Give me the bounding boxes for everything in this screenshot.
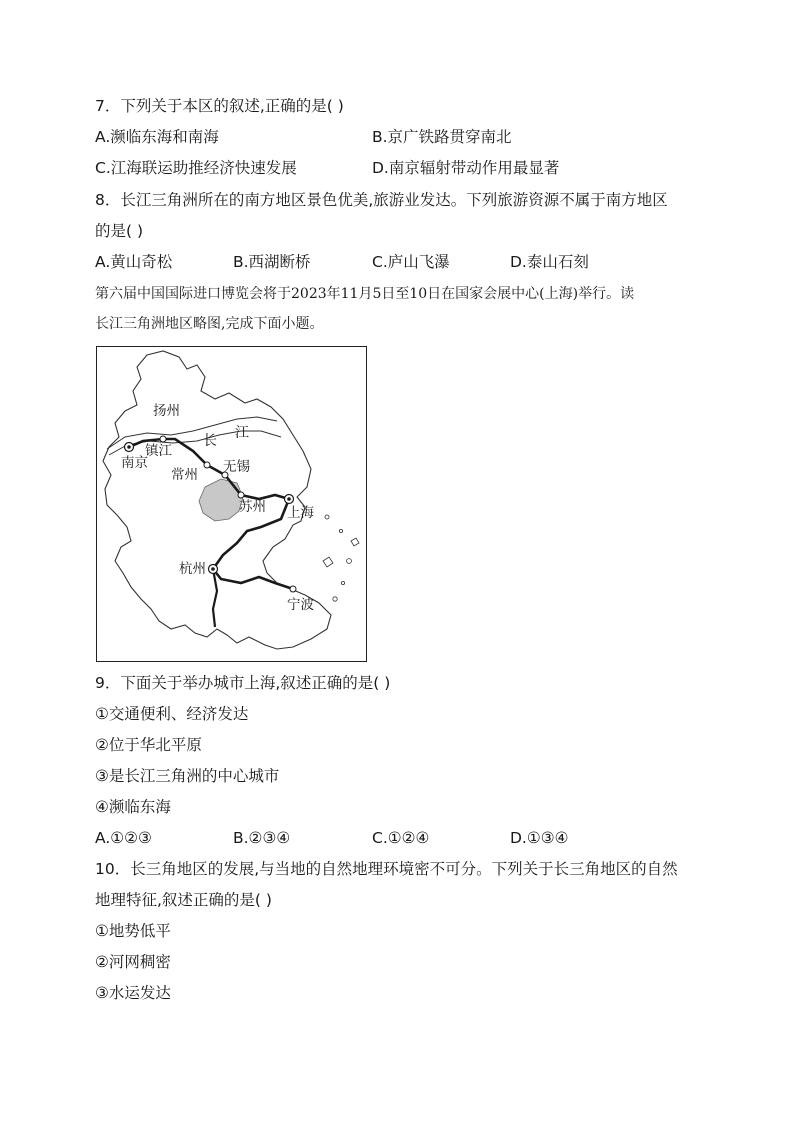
q9-item1: ①交通便利、经济发达 xyxy=(95,705,249,723)
q8-option-d: D.泰山石刻 xyxy=(510,253,589,271)
label-ningbo: 宁波 xyxy=(287,597,314,613)
label-yangzhou: 扬州 xyxy=(153,403,180,419)
island xyxy=(351,538,359,546)
q7-option-a: A.濒临东海和南海 xyxy=(95,128,219,146)
q8-stem-line2: 的是( ) xyxy=(95,222,144,240)
ningbo-marker xyxy=(290,586,296,592)
hangzhou-marker-dot xyxy=(211,567,215,571)
zhenjiang-marker xyxy=(160,436,166,442)
q9-option-c: C.①②④ xyxy=(372,829,430,847)
island xyxy=(325,515,329,519)
suzhou-marker xyxy=(238,492,244,498)
q10-item3: ③水运发达 xyxy=(95,984,171,1002)
q7-option-d: D.南京辐射带动作用最显著 xyxy=(372,159,560,177)
q9-stem: 9．下面关于举办城市上海,叙述正确的是( ) xyxy=(95,674,391,692)
q8-option-b: B.西湖断桥 xyxy=(233,253,311,271)
q10-item2: ②河网稠密 xyxy=(95,953,171,971)
q7-stem: 7．下列关于本区的叙述,正确的是( ) xyxy=(95,97,344,115)
label-wuxi: 无锡 xyxy=(223,459,250,475)
river-label-jiang: 江 xyxy=(235,425,249,441)
island xyxy=(333,597,337,601)
map-svg xyxy=(97,347,368,663)
q10-stem-line2: 地理特征,叙述正确的是( ) xyxy=(95,891,272,909)
q9-item4: ④濒临东海 xyxy=(95,798,171,816)
shanghai-marker-dot xyxy=(287,497,291,501)
q10-stem-line1: 10．长三角地区的发展,与当地的自然地理环境密不可分。下列关于长三角地区的自然 xyxy=(95,860,678,878)
q9-item3: ③是长江三角洲的中心城市 xyxy=(95,767,280,785)
q7-option-b: B.京广铁路贯穿南北 xyxy=(372,128,512,146)
label-zhenjiang: 镇江 xyxy=(145,443,172,459)
intro-line1: 第六届中国国际进口博览会将于2023年11月5日至10日在国家会展中心(上海)举行。读 xyxy=(95,286,635,302)
label-suzhou: 苏州 xyxy=(239,499,266,515)
q8-option-a: A.黄山奇松 xyxy=(95,253,173,271)
q9-option-d: D.①③④ xyxy=(510,829,569,847)
changzhou-marker xyxy=(204,462,210,468)
q10-item1: ①地势低平 xyxy=(95,922,171,940)
intro-line2: 长江三角洲地区略图,完成下面小题。 xyxy=(95,316,324,332)
island xyxy=(347,559,352,564)
q9-item2: ②位于华北平原 xyxy=(95,736,202,754)
island xyxy=(323,557,333,567)
island xyxy=(339,529,342,532)
q8-stem-line1: 8．长江三角洲所在的南方地区景色优美,旅游业发达。下列旅游资源不属于南方地区 xyxy=(95,191,668,209)
q7-option-c: C.江海联运助推经济快速发展 xyxy=(95,159,297,177)
q9-option-b: B.②③④ xyxy=(233,829,291,847)
nanjing-marker-dot xyxy=(127,445,131,449)
label-hangzhou: 杭州 xyxy=(179,561,206,577)
island xyxy=(341,581,344,584)
label-nanjing: 南京 xyxy=(121,455,148,471)
q8-option-c: C.庐山飞瀑 xyxy=(372,253,450,271)
river-label-chang: 长 xyxy=(203,433,217,449)
label-shanghai: 上海 xyxy=(287,505,314,521)
yangtze-delta-map xyxy=(96,346,367,662)
q9-option-a: A.①②③ xyxy=(95,829,152,847)
label-changzhou: 常州 xyxy=(171,467,198,483)
